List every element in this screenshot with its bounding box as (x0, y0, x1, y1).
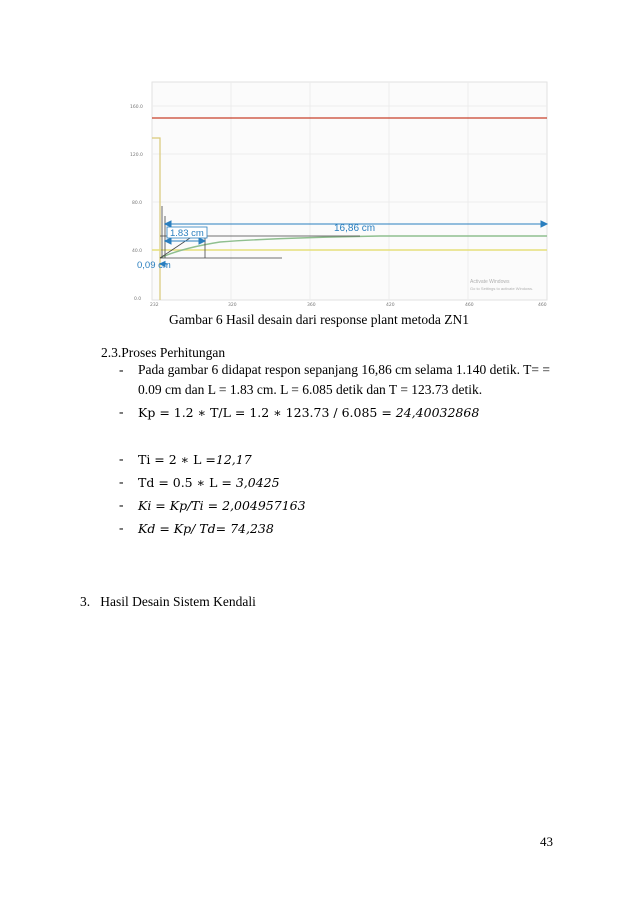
response-figure (120, 76, 550, 308)
x-tick: 420 (386, 303, 395, 308)
figure-caption: Gambar 6 Hasil desain dari response plant metoda ZN1 (169, 312, 469, 327)
y-tick: 80.0 (132, 201, 143, 206)
page-number: 43 (540, 834, 553, 849)
t-label: 16,86 cm (334, 223, 376, 234)
x-tick: 360 (307, 303, 316, 308)
section-title: 2.3.Proses Perhitungan (101, 345, 226, 360)
bullet: - (119, 520, 124, 535)
bullet: - (119, 474, 124, 489)
y-tick: 40.0 (132, 249, 143, 254)
y-tick: 160.0 (130, 105, 143, 110)
ti-value: 12,17 (215, 452, 252, 467)
kp-value: 24,40032868 (395, 405, 480, 420)
bullet: - (119, 451, 124, 466)
td-line (138, 475, 280, 490)
kp-formula: Kp = 1.2 ∗ T/L = 1.2 ∗ 123.73 / 6.085 = (138, 405, 396, 420)
y-tick: 0.0 (134, 297, 142, 302)
ti-formula: Ti = 2 ∗ L = (138, 452, 216, 467)
ki-line: Ki = Kp/Ti = 2,004957163 (138, 498, 306, 513)
response-chart (120, 76, 550, 308)
item1-line2: 0.09 cm dan L = 1.83 cm. L = 6.085 detik dan T = 123.73 detik. (138, 382, 483, 397)
bullet: - (119, 404, 124, 419)
delay-label: 0,09 cm (137, 260, 171, 271)
l-label: 1.83 cm (170, 228, 204, 239)
list-item (119, 362, 124, 378)
y-tick: 120.0 (130, 153, 143, 158)
td-formula: Td = 0.5 ∗ L = (138, 475, 236, 490)
bullet: - (119, 497, 124, 512)
x-tick: 460 (465, 303, 474, 308)
watermark-line: Activate Windows (470, 279, 510, 285)
plot-area (152, 82, 547, 300)
bullet: - (119, 362, 124, 377)
x-tick: 232 (150, 303, 159, 308)
item1-line1: Pada gambar 6 didapat respon sepanjang 16,86 cm selama 1.140 detik. T= = (138, 362, 551, 377)
watermark-line: Go to Settings to activate Windows. (470, 286, 534, 291)
x-tick: 460 (538, 303, 547, 308)
kd-line: Kd = Kp/ Td= 74,238 (138, 521, 274, 536)
ti-line (138, 452, 252, 467)
kp-line (138, 405, 479, 420)
td-value: 3,0425 (235, 475, 280, 490)
x-tick: 320 (228, 303, 237, 308)
section-heading: 3. Hasil Desain Sistem Kendali (80, 594, 256, 609)
